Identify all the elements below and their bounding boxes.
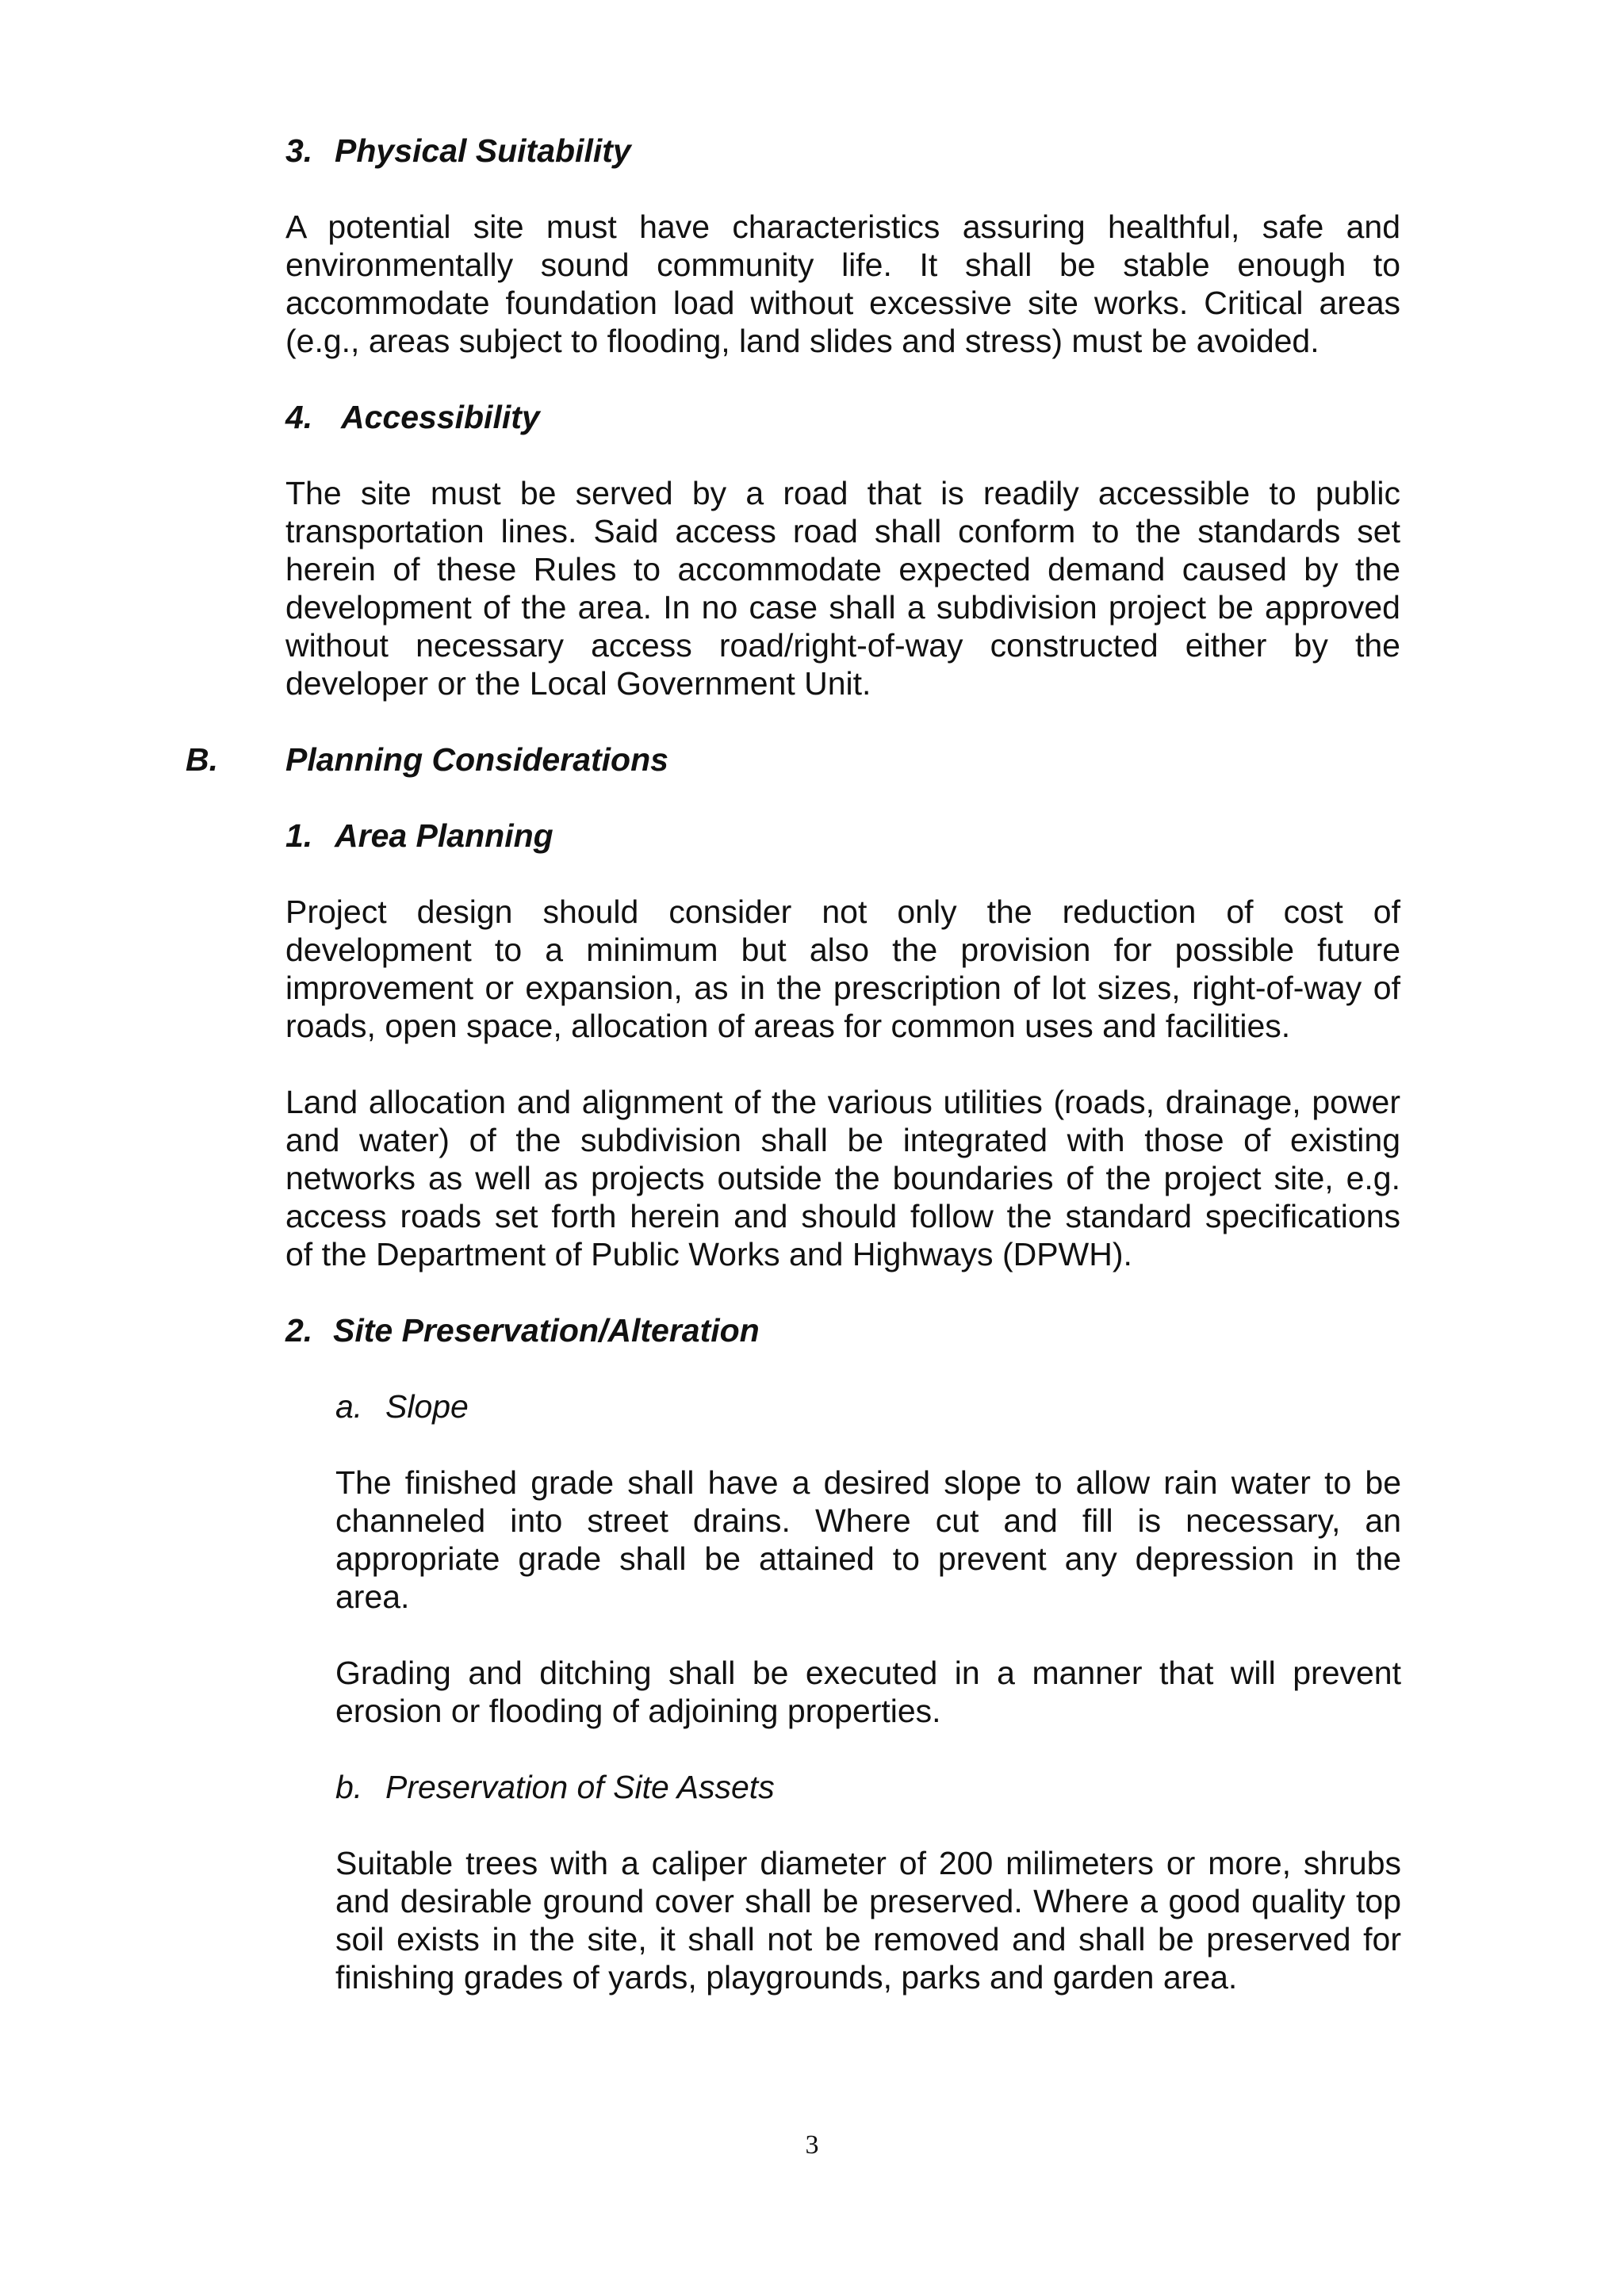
paragraph-line: of the Department of Public Works and Highways (DPWH). <box>285 1236 1132 1272</box>
paragraph-line: Grading and ditching shall be executed in a manner that will prevent <box>335 1655 1401 1691</box>
heading-physical-suitability <box>285 132 631 170</box>
heading-site-preservation <box>285 1311 760 1349</box>
paragraph-line: transportation lines. Said access road shall conform to the standards set <box>285 513 1400 549</box>
paragraph-area-planning-2 <box>285 1083 1400 1273</box>
paragraph-line: access roads set forth herein and should follow the standard specifications <box>285 1198 1400 1234</box>
paragraph-site-assets <box>335 1844 1401 1996</box>
paragraph-line: The site must be served by a road that is readily accessible to public <box>285 475 1400 511</box>
paragraph-line: soil exists in the site, it shall not be removed and shall be preserved for <box>335 1921 1401 1957</box>
paragraph-line: accommodate foundation load without excessive site works. Critical areas <box>285 285 1400 321</box>
paragraph-line: The finished grade shall have a desired slope to allow rain water to be <box>335 1464 1401 1501</box>
paragraph-line: A potential site must have characteristics assuring healthful, safe and <box>285 209 1400 245</box>
paragraph-line: networks as well as projects outside the boundaries of the project site, e.g. <box>285 1160 1400 1196</box>
subheading-title: Slope <box>385 1388 469 1425</box>
paragraph-line: herein of these Rules to accommodate expected demand caused by the <box>285 551 1400 587</box>
paragraph-accessibility <box>285 474 1400 702</box>
paragraph-line: developer or the Local Government Unit. <box>285 665 871 702</box>
heading-title: Physical Suitability <box>335 132 631 169</box>
paragraph-slope-1 <box>335 1464 1401 1616</box>
paragraph-slope-2 <box>335 1654 1401 1730</box>
paragraph-line: environmentally sound community life. It shall be stable enough to <box>285 247 1400 283</box>
heading-number: 4. <box>285 399 313 435</box>
heading-area-planning <box>285 817 553 855</box>
paragraph-physical-suitability <box>285 208 1400 360</box>
paragraph-line: Suitable trees with a caliper diameter of 200 milimeters or more, shrubs <box>335 1845 1401 1881</box>
subheading-letter: b. <box>335 1769 363 1805</box>
heading-title: Accessibility <box>341 399 540 435</box>
heading-title: Planning Considerations <box>285 741 668 778</box>
paragraph-line: development of the area. In no case shall a subdivision project be approved <box>285 589 1400 626</box>
paragraph-line: channeled into street drains. Where cut and fill is necessary, an <box>335 1502 1401 1539</box>
heading-number: 2. <box>285 1312 313 1349</box>
paragraph-line: and desirable ground cover shall be preserved. Where a good quality top <box>335 1883 1401 1919</box>
subheading-preservation-of-site-assets <box>335 1768 775 1806</box>
paragraph-line: Land allocation and alignment of the various utilities (roads, drainage, power <box>285 1084 1400 1120</box>
heading-title: Area Planning <box>335 817 553 854</box>
paragraph-line: (e.g., areas subject to flooding, land slides and stress) must be avoided. <box>285 323 1320 359</box>
subheading-letter: a. <box>335 1388 363 1425</box>
heading-title: Site Preservation/Alteration <box>333 1312 760 1349</box>
paragraph-line: development to a minimum but also the provision for possible future <box>285 932 1400 968</box>
subheading-slope <box>335 1387 469 1425</box>
heading-planning-considerations <box>186 740 668 779</box>
paragraph-line: finishing grades of yards, playgrounds, parks and garden area. <box>335 1959 1238 1996</box>
subheading-title: Preservation of Site Assets <box>385 1769 775 1805</box>
page-number: 3 <box>805 2130 819 2160</box>
paragraph-line: without necessary access road/right-of-way constructed either by the <box>285 627 1400 664</box>
paragraph-line: roads, open space, allocation of areas for common uses and facilities. <box>285 1008 1291 1044</box>
heading-number: 3. <box>285 132 313 169</box>
paragraph-line: and water) of the subdivision shall be integrated with those of existing <box>285 1122 1400 1158</box>
paragraph-line: erosion or flooding of adjoining properties. <box>335 1693 941 1729</box>
paragraph-line: appropriate grade shall be attained to prevent any depression in the <box>335 1540 1401 1577</box>
paragraph-line: area. <box>335 1578 410 1615</box>
paragraph-line: improvement or expansion, as in the prescription of lot sizes, right-of-way of <box>285 970 1400 1006</box>
heading-accessibility <box>285 398 540 436</box>
paragraph-line: Project design should consider not only the reduction of cost of <box>285 894 1400 930</box>
heading-letter: B. <box>186 741 218 778</box>
heading-number: 1. <box>285 817 313 854</box>
paragraph-area-planning-1 <box>285 893 1400 1045</box>
